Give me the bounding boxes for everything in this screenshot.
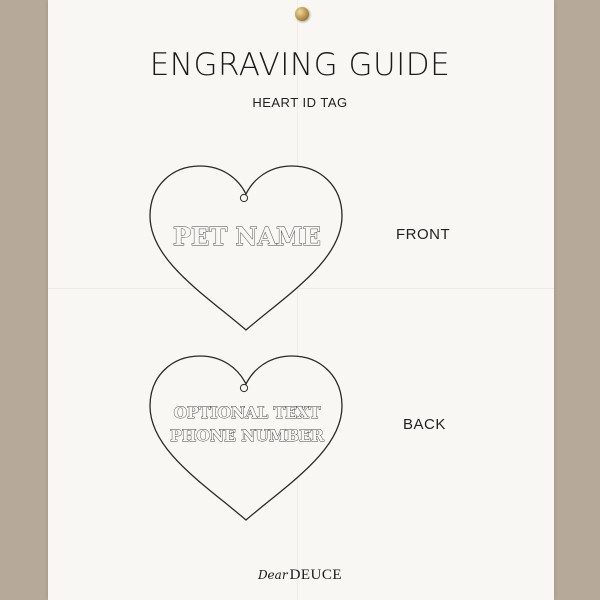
front-side-label: FRONT xyxy=(396,226,451,243)
brand-script: Dear xyxy=(257,568,288,582)
page-subtitle: HEART ID TAG xyxy=(252,95,348,110)
back-side-label: BACK xyxy=(403,416,446,433)
heart-tag-back-icon xyxy=(144,350,348,526)
front-engraving-text: PET NAME xyxy=(173,222,321,251)
brand-name: DEUCE xyxy=(289,567,343,583)
page-title: ENGRAVING GUIDE xyxy=(149,47,451,83)
back-engraving-line-2: PHONE NUMBER xyxy=(170,426,324,445)
brand-logo xyxy=(0,566,600,584)
back-engraving-line-1: OPTIONAL TEXT xyxy=(173,403,321,422)
heart-tag-front-icon xyxy=(144,160,348,336)
push-pin-icon xyxy=(295,7,309,21)
